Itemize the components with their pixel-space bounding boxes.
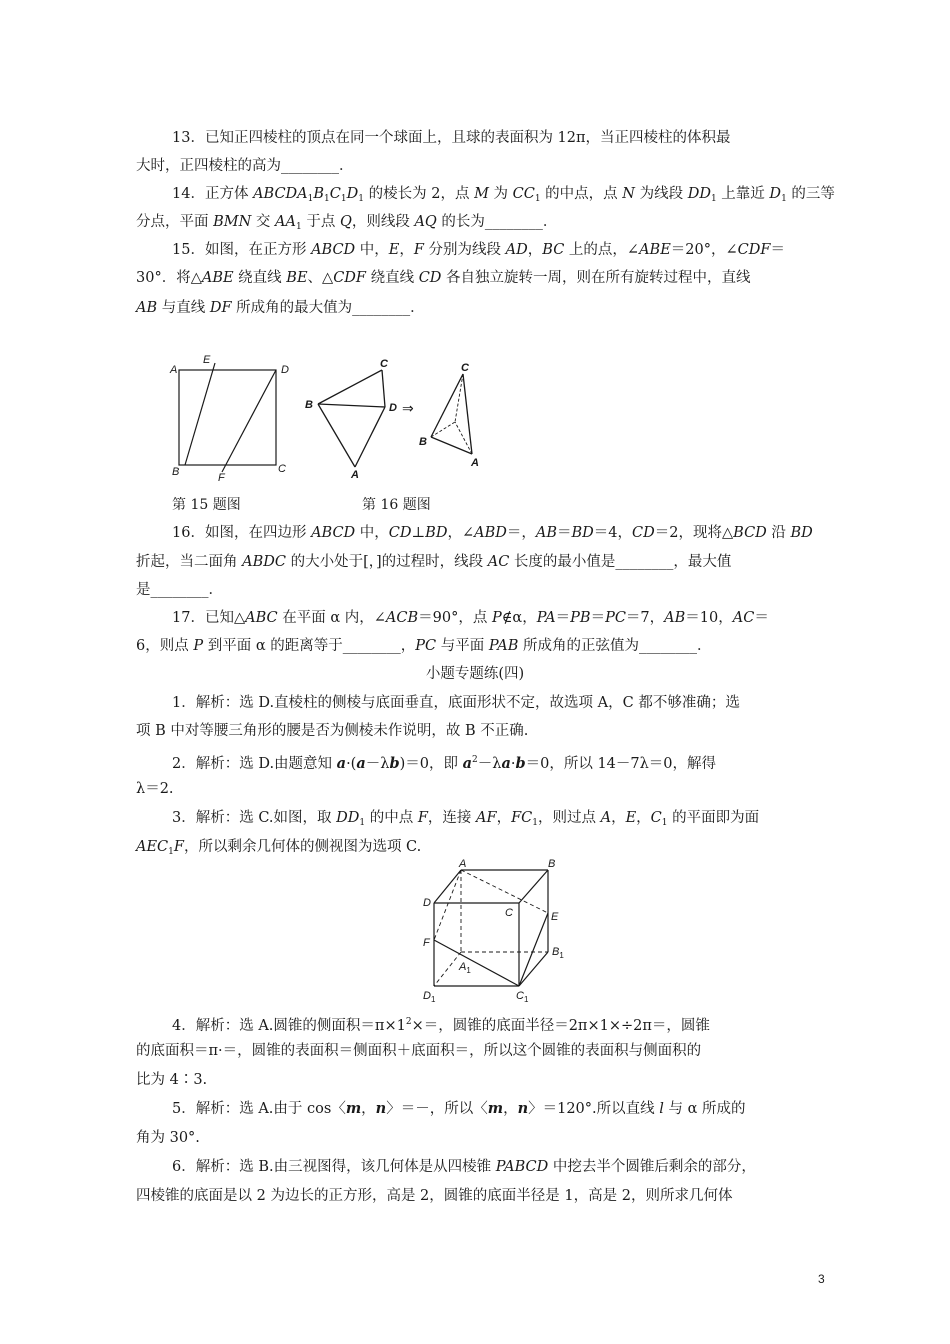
solution-4-line-2: 的底面积＝π·＝，圆锥的表面积＝侧面积＋底面积＝，所以这个圆锥的表面积与侧面积的 [136,1043,702,1059]
cube-label-d1: $D_1$ [423,990,436,1004]
cube-label-c1: $C_1$ [516,990,529,1004]
fig15-label-d: D [281,364,289,376]
cube-label-a1: $A_1$ [459,961,471,975]
fig15-label-a: A [170,364,178,376]
problem-14-line-1: 14．正方体 $ABCDA_1B_1C_1D_1$ 的棱长为 2，点 M 为 $CC_1$ 的中点，点 N 为线段 $DD_1$ 上靠近 $D_1$ 的三等 [172,186,835,204]
fig16-label-a2: A [471,457,479,469]
fig16-arrow: ⇒ [402,400,414,416]
problem-16-line-1: 16．如图，在四边形 ABCD 中，CD⊥BD，∠ABD＝，AB＝BD＝4，CD＝2，现将△BCD 沿 BD [172,525,813,541]
fig15-label-f: F [218,472,225,484]
problem-17-line-1: 17．已知△ABC 在平面 α 内，∠ACB＝90°，点 P∉α，PA＝PB＝PC＝7，AB＝10，AC＝ [172,610,769,626]
cube-label-f: F [423,937,430,949]
fig16-label-d: D [389,402,397,414]
solution-4-line-1: 4．解析：选 A.圆锥的侧面积$=\pi\times 1^2\times=$，圆锥的底面半径＝2π×1×÷2π＝，圆锥 [172,1017,710,1034]
fig16-label-c2: C [461,362,469,374]
figure-cube [415,858,575,1008]
problem-17-line-2: 6，则点 P 到平面 α 的距离等于________，PC 与平面 PAB 所成角的正弦值为________． [136,638,712,654]
figure-15 [160,350,300,490]
fig15-label-e: E [203,354,211,366]
solution-1-line-2: 项 B 中对等腰三角形的腰是否为侧棱未作说明，故 B 不正确. [136,723,529,739]
figure-16 [300,350,500,480]
problem-15-line-3: AB 与直线 DF 所成角的最大值为________． [136,300,425,316]
figure-16-caption: 第 16 题图 [362,497,431,513]
figure-15-caption: 第 15 题图 [172,497,241,513]
solution-4-line-3: 比为 4∶3. [136,1072,208,1088]
fig16-label-b2: B [419,436,427,448]
section-title: 小题专题练(四) [425,666,525,682]
cube-label-d: D [423,897,431,909]
solution-6-line-1: 6．解析：选 B.由三视图得，该几何体是从四棱锥 PABCD 中挖去半个圆锥后剩余的部分， [172,1159,756,1175]
problem-13-line-1: 13．已知正四棱柱的顶点在同一个球面上，且球的表面积为 12π，当正四棱柱的体积最 [172,130,731,146]
problem-15-line-2: 30°．将△ABE 绕直线 BE、△CDF 绕直线 CD 各自独立旋转一周，则在所有旋转过程中，直线 [136,270,751,286]
line-be [185,363,215,465]
problem-16-line-3: 是________． [136,582,223,598]
fig16-label-a: A [351,469,359,481]
fig15-label-c: C [278,463,286,475]
problem-14-line-2: 分点，平面 BMN 交 $AA_1$ 于点 Q，则线段 AQ 的长为________． [136,214,558,232]
solution-2-line-2: λ＝2. [136,781,174,797]
fig16-label-c: C [380,358,388,370]
solution-6-line-2: 四棱锥的底面是以 2 为边长的正方形，高是 2，圆锥的底面半径是 1，高是 2，则所求几何体 [136,1188,733,1204]
cube-label-e: E [551,911,559,923]
solution-3-line-1: 3．解析：选 C.如图，取 $DD_1$ 的中点 F，连接 AF，$FC_1$，则过点 A，E，$C_1$ 的平面即为面 [172,810,760,828]
solution-1-line-1: 1．解析：选 D.直棱柱的侧棱与底面垂直，底面形状不定，故选项 A，C 都不够准确；选 [172,695,740,711]
line-df [222,370,276,472]
fig15-label-b: B [172,466,180,478]
cube-label-c: C [505,907,513,919]
solution-5-line-2: 角为 30°. [136,1130,200,1146]
solution-2-line-1: 2．解析：选 D.由题意知 a·(a－λb)＝0，即 $a^2-\lambda a\cdot b=0$，所以 14－7λ＝0，解得 [172,755,717,772]
square-abcd [179,370,276,465]
problem-13-line-2: 大时，正四棱柱的高为________． [136,158,354,174]
cube-label-b1: $B_1$ [552,946,564,960]
page-number: 3 [818,1272,825,1286]
cube-label-b: B [548,858,556,870]
problem-16-line-2: 折起，当二面角 ABDC 的大小处于[，]的过程时，线段 AC 长度的最小值是________，最大值 [136,554,732,570]
solution-3-line-2: $AEC_1F$，所以剩余几何体的侧视图为选项 C. [136,839,422,857]
problem-15-line-1: 15．如图，在正方形 ABCD 中，E，F 分别为线段 AD，BC 上的点，∠ABE＝20°，∠CDF＝ [172,242,785,258]
solution-5-line-1: 5．解析：选 A.由于 cos〈m，n〉＝－，所以〈m，n〉＝120°.所以直线 l 与 α 所成的 [172,1100,746,1117]
fig16-label-b: B [305,399,313,411]
cube-label-a: A [459,858,467,870]
